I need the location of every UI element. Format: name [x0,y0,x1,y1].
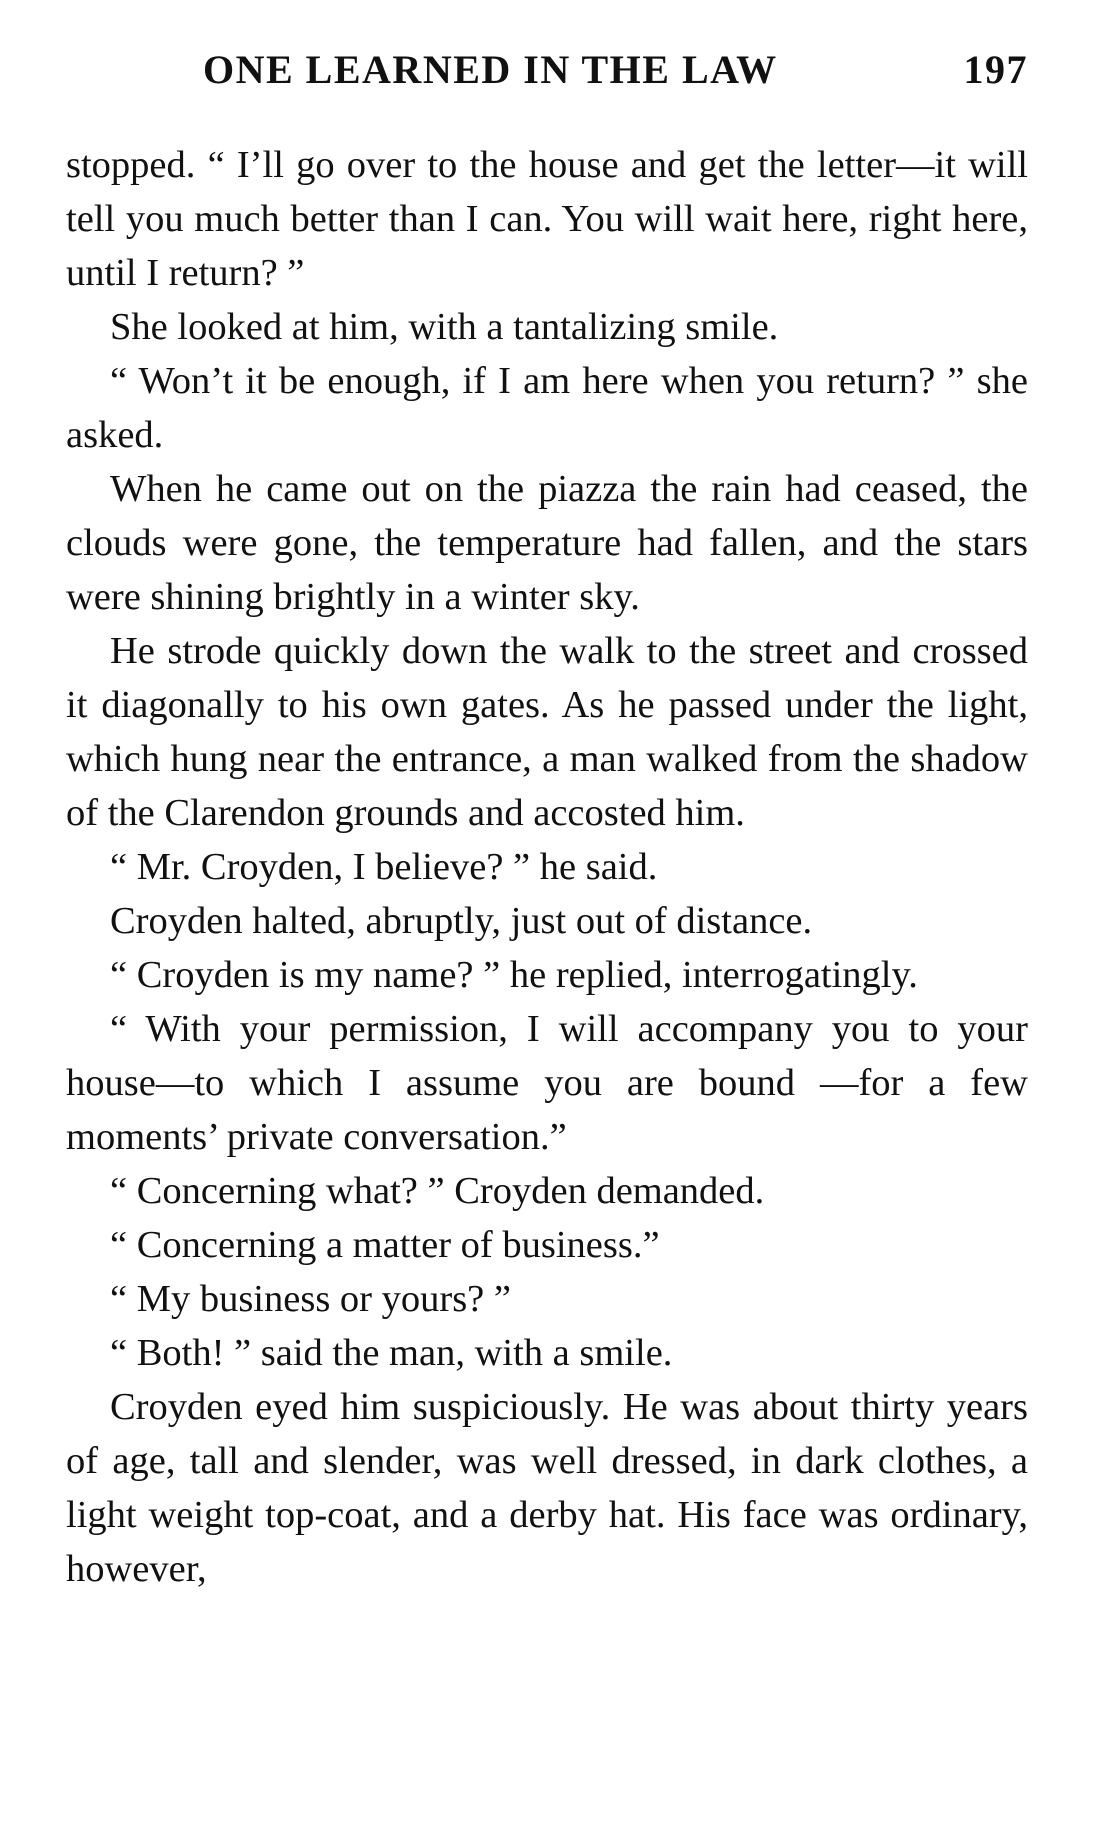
paragraph: “ Won’t it be enough, if I am here when you return? ” she asked. [66,360,1028,456]
body-text [66,138,1028,1596]
paragraph: He strode quickly down the walk to the street and crossed it diagonally to his own gates. As he passed under the light, which hung near the entrance, a man walked from the shadow of the Clarendon grounds and accosted him. [66,630,1028,834]
paragraph: “ Concerning what? ” Croyden demanded. [110,1170,765,1212]
paragraph: “ Mr. Croyden, I believe? ” he said. [110,846,658,888]
book-page [66,40,1028,1596]
paragraph: When he came out on the piazza the rain had ceased, the clouds were gone, the temperature had fallen, and the stars were shining brightly in a winter sky. [66,468,1028,618]
paragraph: “ With your permission, I will accompany you to your house—to which I assume you are bound —for a few moments’ private conversation.” [66,1008,1028,1158]
paragraph: “ My business or yours? ” [110,1278,511,1320]
paragraph: Croyden eyed him suspiciously. He was about thirty years of age, tall and slender, was well dressed, in dark clothes, a light weight top-coat, and a derby hat. His face was ordinary, however, [66,1386,1028,1590]
paragraph: “ Both! ” said the man, with a smile. [110,1332,673,1374]
page-header [66,40,1028,100]
paragraph: “ Concerning a matter of business.” [110,1224,660,1266]
page-number: 197 [963,47,1028,92]
paragraph: “ Croyden is my name? ” he replied, interrogatingly. [110,954,918,996]
paragraph: She looked at him, with a tantalizing smile. [110,306,779,348]
paragraph: Croyden halted, abruptly, just out of distance. [110,900,813,942]
paragraph: stopped. “ I’ll go over to the house and get the letter—it will tell you much better than I can. You will wait here, right here, until I return? ” [66,144,1028,294]
running-title: ONE LEARNED IN THE LAW [203,47,778,92]
